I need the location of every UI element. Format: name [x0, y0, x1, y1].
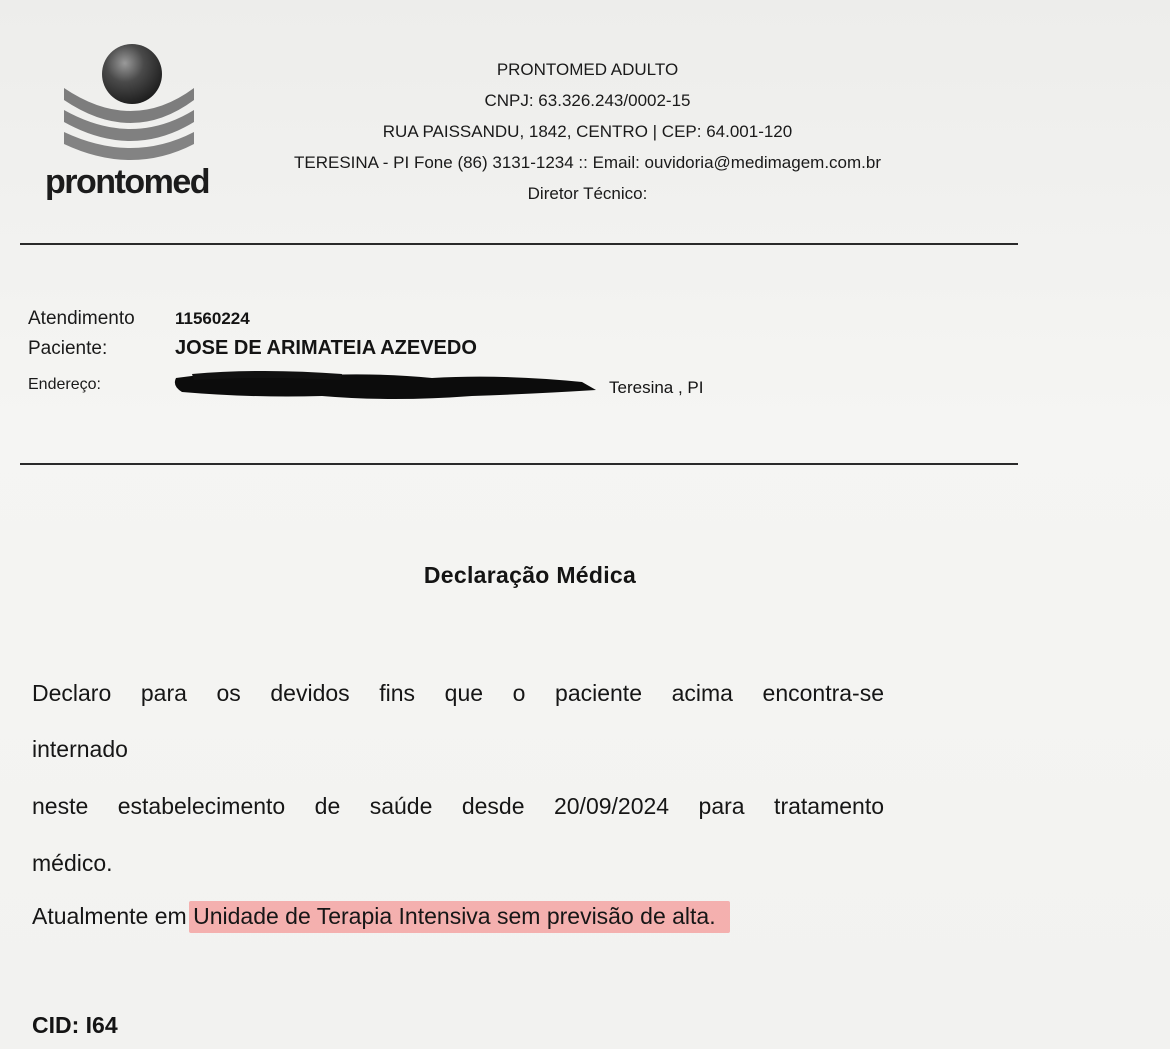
address-city: Teresina , PI — [609, 378, 704, 397]
declaration-line-5 — [32, 903, 730, 930]
logo-sphere — [102, 44, 162, 104]
declaration-line-1: Declaro para os devidos fins que o paciente acima encontra-se — [32, 680, 884, 706]
address-label: Endereço: — [28, 376, 101, 393]
patient-name: JOSE DE ARIMATEIA AZEVEDO — [175, 337, 477, 359]
logo-wordmark: prontomed — [45, 163, 210, 201]
clinic-name: PRONTOMED ADULTO — [496, 60, 679, 79]
declaration-line-2: internado — [32, 736, 128, 762]
header-divider — [20, 243, 1018, 245]
attendance-label: Atendimento — [28, 308, 135, 329]
declaration-line-4: médico. — [32, 850, 113, 876]
cid-code: CID: I64 — [32, 1012, 118, 1038]
attendance-value: 11560224 — [175, 309, 250, 328]
address-redaction — [172, 368, 600, 402]
clinic-address: RUA PAISSANDU, 1842, CENTRO | CEP: 64.001-120 — [382, 122, 793, 141]
clinic-contact: TERESINA - PI Fone (86) 3131-1234 :: Email: ouvidoria@medimagem.com.br — [294, 153, 881, 172]
clinic-director: Diretor Técnico: — [527, 184, 648, 203]
icu-prefix: Atualmente em — [32, 903, 187, 929]
clinic-header — [200, 54, 975, 209]
patient-label: Paciente: — [28, 338, 108, 359]
declaration-line-3: neste estabelecimento de saúde desde 20/09/2024 para tratamento — [32, 793, 884, 819]
patient-divider — [20, 463, 1018, 465]
clinic-cnpj: CNPJ: 63.326.243/0002-15 — [484, 91, 691, 110]
icu-highlight: Unidade de Terapia Intensiva sem previsão de alta. — [189, 901, 730, 933]
document-title: Declaração Médica — [423, 562, 637, 588]
